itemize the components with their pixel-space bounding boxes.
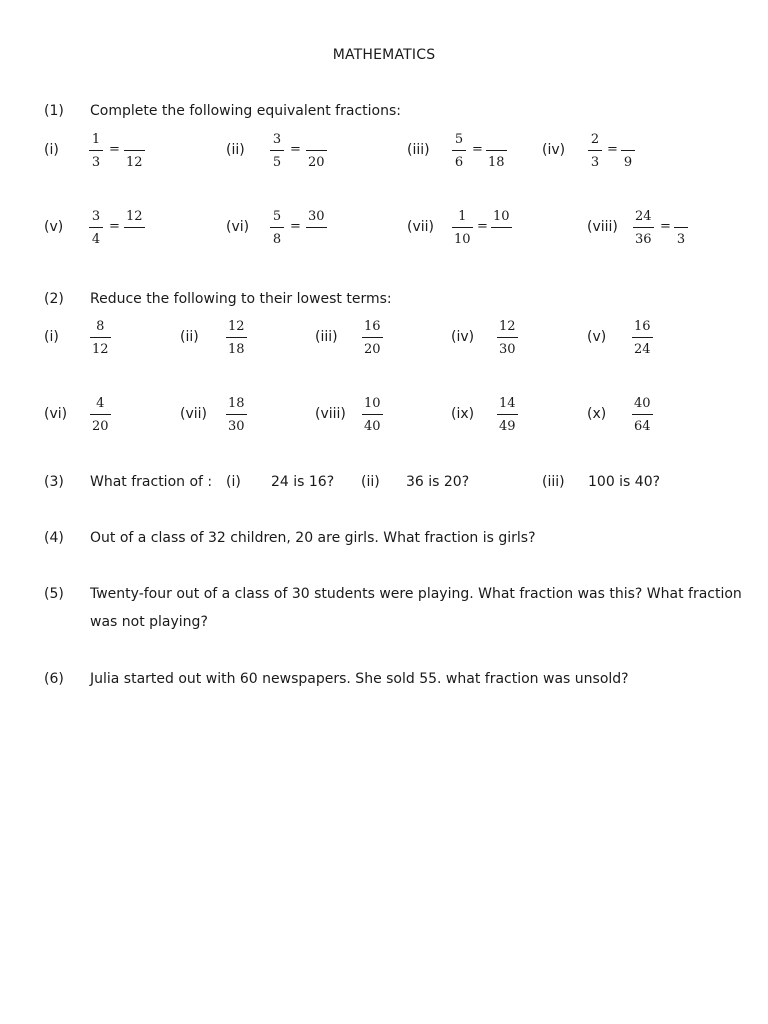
answer-fraction bbox=[491, 210, 512, 246]
question-text: Reduce the following to their lowest terms: bbox=[90, 291, 392, 307]
item-label: (iv) bbox=[542, 142, 566, 158]
denominator: 12 bbox=[126, 155, 143, 170]
equals-sign: = bbox=[607, 142, 618, 157]
numerator-blank bbox=[621, 133, 635, 146]
item-label: (vii) bbox=[180, 406, 207, 422]
given-fraction bbox=[270, 133, 284, 169]
equals-sign: = bbox=[109, 142, 120, 157]
denominator: 3 bbox=[91, 155, 101, 170]
numerator: 3 bbox=[91, 209, 101, 224]
fraction-bar bbox=[90, 337, 111, 338]
fraction-bar bbox=[497, 414, 518, 415]
answer-fraction bbox=[306, 210, 327, 246]
fraction bbox=[362, 397, 383, 433]
numerator: 18 bbox=[228, 396, 245, 411]
answer-fraction bbox=[486, 133, 507, 169]
numerator: 12 bbox=[228, 319, 245, 334]
question-text: Julia started out with 60 newspapers. She sold 55. what fraction was unsold? bbox=[90, 671, 629, 687]
question-text-line-1: Twenty-four out of a class of 30 students were playing. What fraction was this? What fraction bbox=[90, 586, 742, 602]
fraction-bar bbox=[632, 337, 653, 338]
fraction-bar bbox=[89, 150, 103, 151]
fraction-bar bbox=[621, 150, 635, 151]
numerator: 3 bbox=[272, 132, 282, 147]
fraction-bar bbox=[497, 337, 518, 338]
fraction bbox=[497, 397, 518, 433]
answer-fraction bbox=[674, 210, 688, 246]
denominator: 24 bbox=[634, 342, 651, 357]
denominator: 20 bbox=[364, 342, 381, 357]
question-text: Complete the following equivalent fractions: bbox=[90, 103, 401, 119]
fraction-bar bbox=[124, 227, 145, 228]
item-label: (ix) bbox=[451, 406, 475, 422]
fraction-bar bbox=[124, 150, 145, 151]
question-number: (3) bbox=[44, 474, 64, 490]
fraction-bar bbox=[362, 337, 383, 338]
numerator: 40 bbox=[634, 396, 651, 411]
denominator: 30 bbox=[228, 419, 245, 434]
numerator-blank bbox=[309, 133, 323, 146]
item-label: (vi) bbox=[44, 406, 68, 422]
item-label: (viii) bbox=[315, 406, 346, 422]
item-label: (viii) bbox=[587, 219, 618, 235]
fraction-bar bbox=[588, 150, 602, 151]
item-label: (i) bbox=[44, 329, 59, 345]
part-label: (ii) bbox=[361, 474, 380, 490]
equals-sign: = bbox=[290, 219, 301, 234]
numerator: 12 bbox=[499, 319, 516, 334]
fraction bbox=[90, 320, 111, 356]
numerator: 8 bbox=[96, 319, 105, 334]
numerator-blank bbox=[127, 133, 141, 146]
fraction-bar bbox=[226, 337, 247, 338]
denominator: 5 bbox=[272, 155, 282, 170]
numerator: 10 bbox=[364, 396, 381, 411]
fraction-bar bbox=[452, 150, 466, 151]
question-number: (6) bbox=[44, 671, 64, 687]
fraction-bar bbox=[491, 227, 512, 228]
numerator: 4 bbox=[96, 396, 105, 411]
numerator: 10 bbox=[493, 209, 510, 224]
question-text: Out of a class of 32 children, 20 are girls. What fraction is girls? bbox=[90, 530, 536, 546]
part-label: (iii) bbox=[542, 474, 565, 490]
equals-sign: = bbox=[472, 142, 483, 157]
fraction-bar bbox=[306, 227, 327, 228]
denominator: 36 bbox=[635, 232, 652, 247]
given-fraction bbox=[452, 210, 473, 246]
numerator: 2 bbox=[590, 132, 600, 147]
numerator: 30 bbox=[308, 209, 325, 224]
item-label: (v) bbox=[587, 329, 607, 345]
item-label: (iii) bbox=[315, 329, 338, 345]
item-label: (vii) bbox=[407, 219, 434, 235]
numerator: 1 bbox=[91, 132, 101, 147]
numerator: 5 bbox=[272, 209, 282, 224]
question-number: (5) bbox=[44, 586, 64, 602]
part-text: 100 is 40? bbox=[588, 474, 661, 490]
given-fraction bbox=[89, 210, 103, 246]
page-title: MATHEMATICS bbox=[332, 47, 436, 63]
numerator: 1 bbox=[458, 209, 467, 224]
fraction-bar bbox=[632, 414, 653, 415]
fraction bbox=[226, 320, 247, 356]
question-text-line-2: was not playing? bbox=[90, 614, 208, 630]
denominator: 20 bbox=[308, 155, 325, 170]
item-label: (iii) bbox=[407, 142, 430, 158]
fraction bbox=[226, 397, 247, 433]
question-text: What fraction of : bbox=[90, 474, 213, 490]
fraction-bar bbox=[362, 414, 383, 415]
fraction bbox=[632, 397, 653, 433]
fraction-bar bbox=[674, 227, 688, 228]
answer-fraction bbox=[124, 133, 145, 169]
denominator: 12 bbox=[92, 342, 109, 357]
answer-fraction bbox=[124, 210, 145, 246]
numerator: 16 bbox=[364, 319, 381, 334]
numerator: 12 bbox=[126, 209, 143, 224]
fraction-bar bbox=[270, 150, 284, 151]
equals-sign: = bbox=[290, 142, 301, 157]
given-fraction bbox=[633, 210, 654, 246]
item-label: (i) bbox=[44, 142, 59, 158]
numerator: 16 bbox=[634, 319, 651, 334]
denominator: 49 bbox=[499, 419, 516, 434]
part-text: 24 is 16? bbox=[271, 474, 335, 490]
fraction-bar bbox=[486, 150, 507, 151]
fraction-bar bbox=[306, 150, 327, 151]
denominator: 64 bbox=[634, 419, 651, 434]
numerator-blank bbox=[674, 210, 688, 223]
denominator-blank bbox=[309, 233, 323, 246]
denominator: 9 bbox=[623, 155, 633, 170]
denominator: 20 bbox=[92, 419, 109, 434]
fraction-bar bbox=[89, 227, 103, 228]
numerator: 5 bbox=[454, 132, 464, 147]
denominator-blank bbox=[127, 233, 141, 246]
item-label: (x) bbox=[587, 406, 607, 422]
denominator: 18 bbox=[488, 155, 505, 170]
question-number: (4) bbox=[44, 530, 64, 546]
answer-fraction bbox=[306, 133, 327, 169]
fraction bbox=[90, 397, 111, 433]
denominator-blank bbox=[494, 233, 508, 246]
denominator: 30 bbox=[499, 342, 516, 357]
denominator: 4 bbox=[91, 232, 101, 247]
answer-fraction bbox=[621, 133, 635, 169]
question-number: (1) bbox=[44, 103, 64, 119]
question-number: (2) bbox=[44, 291, 64, 307]
fraction-bar bbox=[226, 414, 247, 415]
denominator: 3 bbox=[676, 232, 686, 247]
given-fraction bbox=[89, 133, 103, 169]
given-fraction bbox=[452, 133, 466, 169]
numerator: 24 bbox=[635, 209, 652, 224]
fraction bbox=[632, 320, 653, 356]
item-label: (ii) bbox=[226, 142, 245, 158]
numerator-blank bbox=[489, 133, 503, 146]
item-label: (iv) bbox=[451, 329, 475, 345]
denominator: 10 bbox=[454, 232, 471, 247]
equals-sign: = bbox=[109, 219, 120, 234]
given-fraction bbox=[270, 210, 284, 246]
denominator: 18 bbox=[228, 342, 245, 357]
part-label: (i) bbox=[226, 474, 241, 490]
item-label: (v) bbox=[44, 219, 64, 235]
item-label: (ii) bbox=[180, 329, 199, 345]
equals-sign: = bbox=[660, 219, 671, 234]
fraction-bar bbox=[452, 227, 473, 228]
fraction bbox=[497, 320, 518, 356]
fraction-bar bbox=[633, 227, 654, 228]
denominator: 40 bbox=[364, 419, 381, 434]
item-label: (vi) bbox=[226, 219, 250, 235]
given-fraction bbox=[588, 133, 602, 169]
part-text: 36 is 20? bbox=[406, 474, 470, 490]
denominator: 8 bbox=[272, 232, 282, 247]
denominator: 6 bbox=[454, 155, 464, 170]
numerator: 14 bbox=[499, 396, 516, 411]
equals-sign: = bbox=[477, 219, 488, 234]
denominator: 3 bbox=[590, 155, 600, 170]
fraction-bar bbox=[270, 227, 284, 228]
fraction-bar bbox=[90, 414, 111, 415]
fraction bbox=[362, 320, 383, 356]
